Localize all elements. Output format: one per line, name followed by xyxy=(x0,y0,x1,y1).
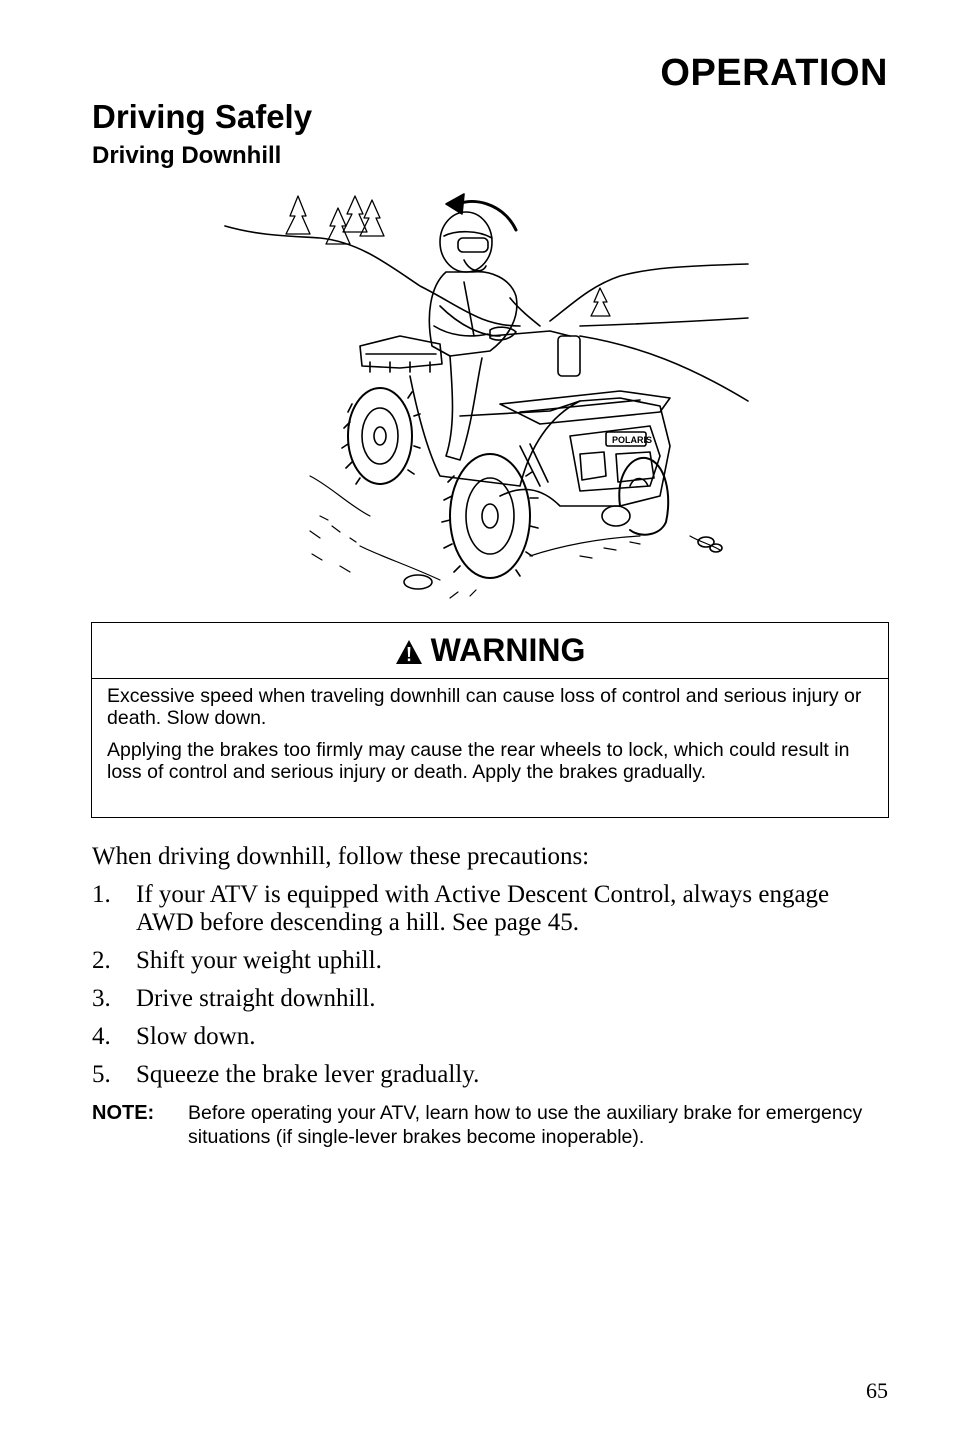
list-number: 4. xyxy=(92,1023,111,1050)
list-text: Squeeze the brake lever gradually. xyxy=(136,1061,480,1088)
list-text: Shift your weight uphill. xyxy=(136,947,382,974)
atv-downhill-illustration xyxy=(220,186,750,606)
list-number: 3. xyxy=(92,985,111,1012)
list-item xyxy=(92,881,852,937)
page-subtitle: Driving Downhill xyxy=(92,142,282,169)
list-item xyxy=(92,1023,852,1051)
note xyxy=(92,1101,872,1149)
page-title: Driving Safely xyxy=(92,98,313,135)
list-item xyxy=(92,985,852,1013)
list-item xyxy=(92,947,852,975)
warning-box xyxy=(91,622,889,818)
precautions-list xyxy=(92,881,852,1099)
list-number: 5. xyxy=(92,1061,111,1088)
list-number: 1. xyxy=(92,881,111,908)
list-text: Slow down. xyxy=(136,1023,256,1050)
note-label: NOTE: xyxy=(92,1102,155,1124)
warning-triangle-icon xyxy=(395,639,423,665)
polaris-logo: POLARIS xyxy=(612,435,653,445)
warning-header xyxy=(92,623,888,679)
page-number: 65 xyxy=(866,1378,888,1403)
warning-paragraph: Applying the brakes too firmly may cause the rear wheels to lock, which could result in loss of control and serious injury or death. Apply the brakes gradually. xyxy=(107,739,850,783)
warning-title: WARNING xyxy=(430,632,586,668)
list-text: Drive straight downhill. xyxy=(136,985,376,1012)
warning-body xyxy=(92,679,888,783)
list-item xyxy=(92,1061,852,1089)
list-number: 2. xyxy=(92,947,111,974)
warning-paragraph: Excessive speed when traveling downhill can cause loss of control and serious injury or death. Slow down. xyxy=(107,685,862,729)
list-text: If your ATV is equipped with Active Descent Control, always engage AWD before descending a hill. See page 45. xyxy=(136,881,830,936)
section-header: OPERATION xyxy=(660,52,888,94)
note-text: Before operating your ATV, learn how to use the auxiliary brake for emergency situations (if single-lever brakes become inoperable). xyxy=(188,1102,863,1148)
intro-text: When driving downhill, follow these precautions: xyxy=(92,843,590,870)
